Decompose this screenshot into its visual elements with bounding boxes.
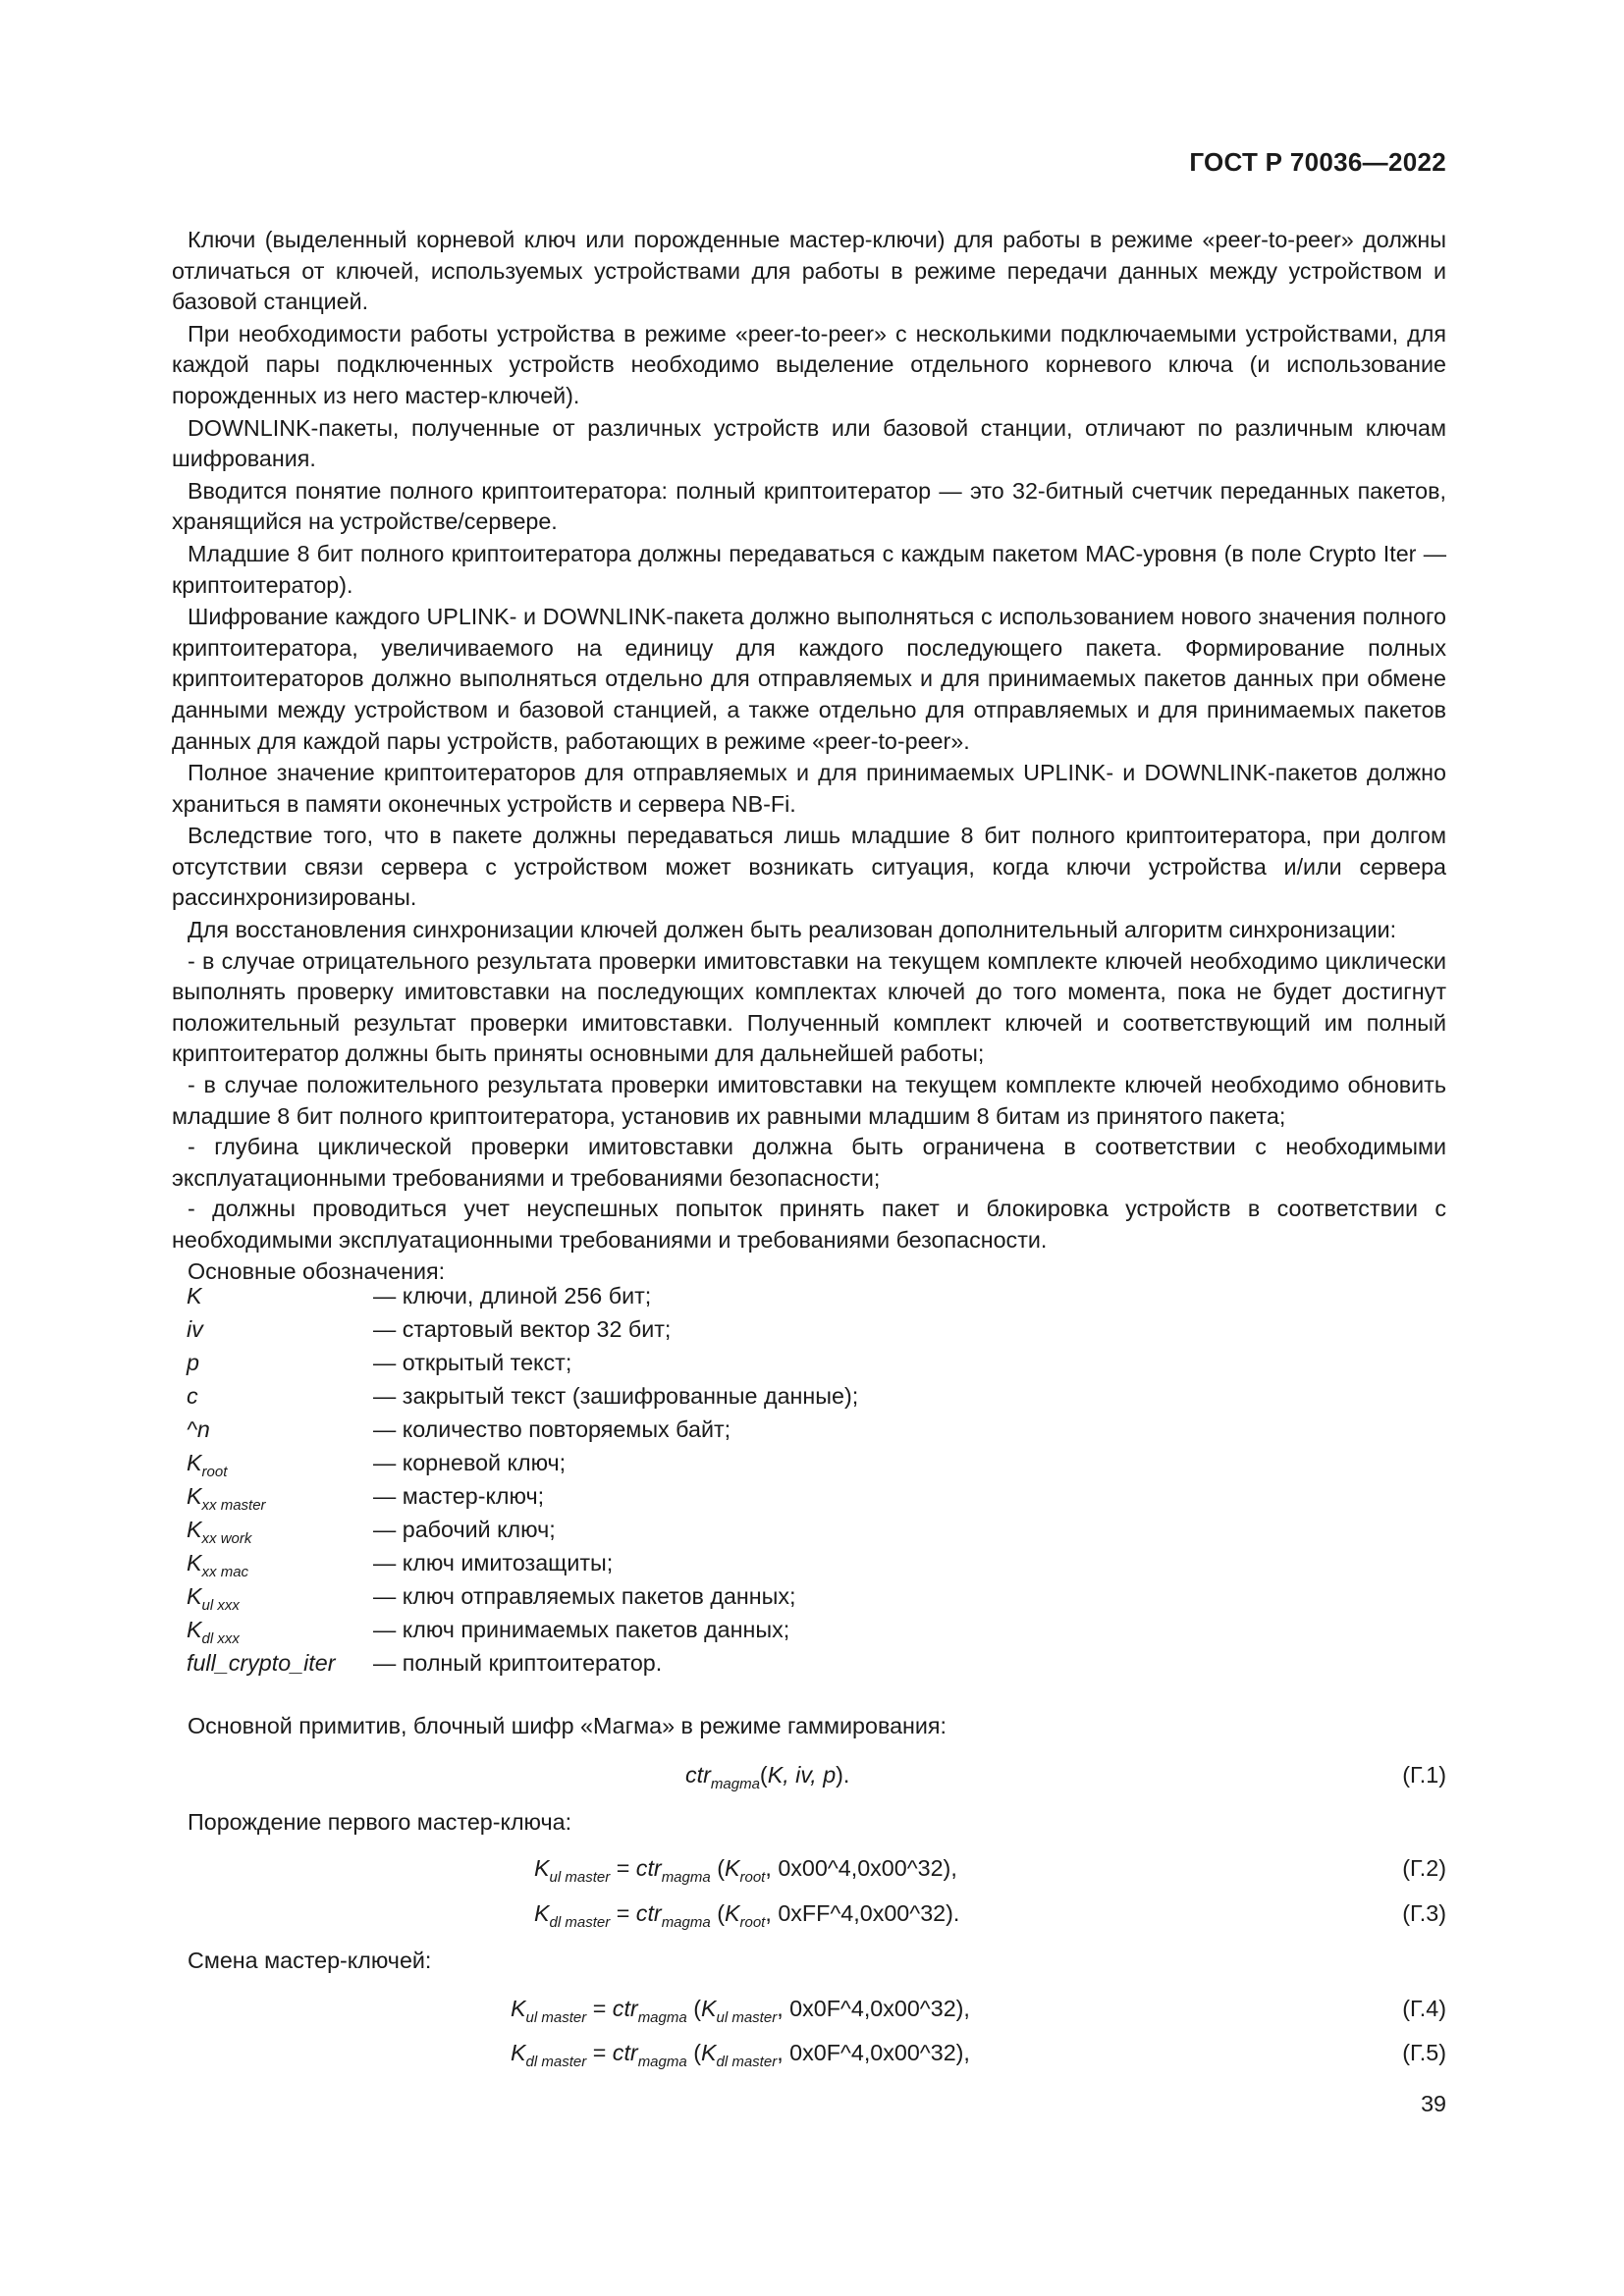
equation-number: (Г.1) (1402, 1762, 1446, 1788)
paragraph: Шифрование каждого UPLINK- и DOWNLINK-пакета должно выполняться с использованием нового значения полного криптоитератора, увеличиваемого на единицу для каждого последующего пакета. Формирование полных криптоитераторов должно выполняться отдельно для отправляемых и для принимаемых пакетов данных при обмене данными между устройством и базовой станцией, а также отдельно для отправляемых и для принимаемых пакетов данных для каждой пары устройств, работающих в режиме «peer-to-peer». (172, 604, 1446, 754)
list-item: - в случае положительного результата проверки имитовставки на текущем комплекте ключей необходимо обновить младшие 8 бит полного криптоитератора, установив их равными младшим 8 битам из принятого пакета; (172, 1072, 1446, 1129)
notation-description: — мастер-ключ; (373, 1483, 545, 1509)
notation-symbol: p (187, 1350, 199, 1375)
paragraph: Для восстановления синхронизации ключей должен быть реализован дополнительный алгоритм синхронизации: (188, 917, 1397, 943)
notation-description: — ключ принимаемых пакетов данных; (373, 1617, 790, 1642)
notation-symbol: $K_{ul xxx}$ (187, 1583, 240, 1614)
notation-description: — ключ отправляемых пакетов данных; (373, 1583, 796, 1609)
notation-description: — рабочий ключ; (373, 1517, 556, 1542)
body-text (172, 225, 1446, 1287)
notation-description: — корневой ключ; (373, 1450, 567, 1475)
notation-description: — открытый текст; (373, 1350, 572, 1375)
equation-g3: $K_{dl master} = ctr_{magma}$ ($K_{root}$, 0xFF^4,0x00^32). (534, 1900, 960, 1931)
notation-symbol: $K_{dl xxx}$ (187, 1617, 240, 1647)
page-number: 39 (1421, 2091, 1446, 2116)
notation-symbol: full_crypto_iter (187, 1650, 336, 1676)
paragraph: При необходимости работы устройства в режиме «peer-to-peer» с несколькими подключаемыми устройствами, для каждой пары подключенных устройств необходимо выделение отдельного корневого ключа (и использование порожденных из него мастер-ключей). (172, 320, 1446, 408)
notation-description: — закрытый текст (зашифрованные данные); (373, 1383, 859, 1409)
notation-symbol: ^n (187, 1416, 210, 1442)
equation-g5: $K_{dl master} = ctr_{magma}$ ($K_{dl master}$, 0x0F^4,0x00^32), (511, 2040, 970, 2070)
list-item: - должны проводиться учет неуспешных попыток принять пакет и блокировка устройств в соответствии с необходимыми эксплуатационными требованиями и требованиями безопасности. (172, 1196, 1446, 1253)
paragraph: Вводится понятие полного криптоитератора: полный криптоитератор — это 32-битный счетчик переданных пакетов, хранящийся на устройстве/сервере. (172, 477, 1446, 535)
equation-number: (Г.3) (1402, 1900, 1446, 1926)
equation-number: (Г.2) (1402, 1855, 1446, 1881)
paragraph: Полное значение криптоитераторов для отправляемых и для принимаемых UPLINK- и DOWNLINK-пакетов должно храниться в памяти оконечных устройств и сервера NB-Fi. (172, 760, 1446, 817)
equation-number: (Г.5) (1402, 2040, 1446, 2065)
notation-symbol: $K_{xx mac}$ (187, 1550, 249, 1580)
notation-symbol: K (187, 1283, 202, 1308)
primitive-intro: Основной примитив, блочный шифр «Магма» в режиме гаммирования: (188, 1713, 947, 1738)
notation-description: — ключ имитозащиты; (373, 1550, 614, 1575)
equation-g2: $K_{ul master} = ctr_{magma}$ ($K_{root}$, 0x00^4,0x00^32), (534, 1855, 957, 1886)
notation-symbol: $K_{xx master}$ (187, 1483, 266, 1514)
document-header: ГОСТ Р 70036—2022 (1189, 147, 1446, 177)
notation-description: — количество повторяемых байт; (373, 1416, 731, 1442)
notation-symbol: $K_{xx work}$ (187, 1517, 252, 1547)
equation-g1: ctr$_{magma}$(K, iv, p). (685, 1762, 850, 1792)
paragraph: DOWNLINK-пакеты, полученные от различных устройств или базовой станции, отличают по различным ключам шифрования. (172, 414, 1446, 472)
master-change-intro: Смена мастер-ключей: (188, 1948, 432, 1973)
notation-heading: Основные обозначения: (188, 1257, 446, 1284)
notation-symbol: iv (187, 1316, 203, 1342)
paragraph: Младшие 8 бит полного криптоитератора должны передаваться с каждым пакетом МАС-уровня (в поле Crypto Iter — криптоитератор). (172, 540, 1446, 598)
notation-description: — полный криптоитератор. (373, 1650, 663, 1676)
paragraph: Вследствие того, что в пакете должны передаваться лишь младшие 8 бит полного криптоитератора, при долгом отсутствии связи сервера с устройством может возникать ситуация, когда ключи устройства и/или сервера рассинхронизированы. (172, 823, 1446, 911)
paragraph: Ключи (выделенный корневой ключ или порожденные мастер-ключи) для работы в режиме «peer-to-peer» должны отличаться от ключей, используемых устройствами для работы в режиме передачи данных между устройством и базовой станцией. (172, 227, 1446, 315)
notation-symbol: $K_{root}$ (187, 1450, 228, 1480)
notation-description: — ключи, длиной 256 бит; (373, 1283, 652, 1308)
equation-g4: $K_{ul master} = ctr_{magma}$ ($K_{ul master}$, 0x0F^4,0x00^32), (511, 1996, 970, 2026)
list-item: - глубина циклической проверки имитовставки должна быть ограничена в соответствии с необходимыми эксплуатационными требованиями и требованиями безопасности; (172, 1134, 1446, 1191)
notation-description: — стартовый вектор 32 бит; (373, 1316, 672, 1342)
master-first-intro: Порождение первого мастер-ключа: (188, 1809, 572, 1835)
list-item: - в случае отрицательного результата проверки имитовставки на текущем комплекте ключей необходимо циклически выполнять проверку имитовставки на последующих комплектах ключей до того момента, пока не будет достигнут положительный результат проверки имитовставки. Полученный комплект ключей и соответствующий им полный криптоитератор должны быть приняты основными для дальнейшей работы; (172, 947, 1446, 1067)
equation-number: (Г.4) (1402, 1996, 1446, 2021)
notation-symbol: c (187, 1383, 198, 1409)
